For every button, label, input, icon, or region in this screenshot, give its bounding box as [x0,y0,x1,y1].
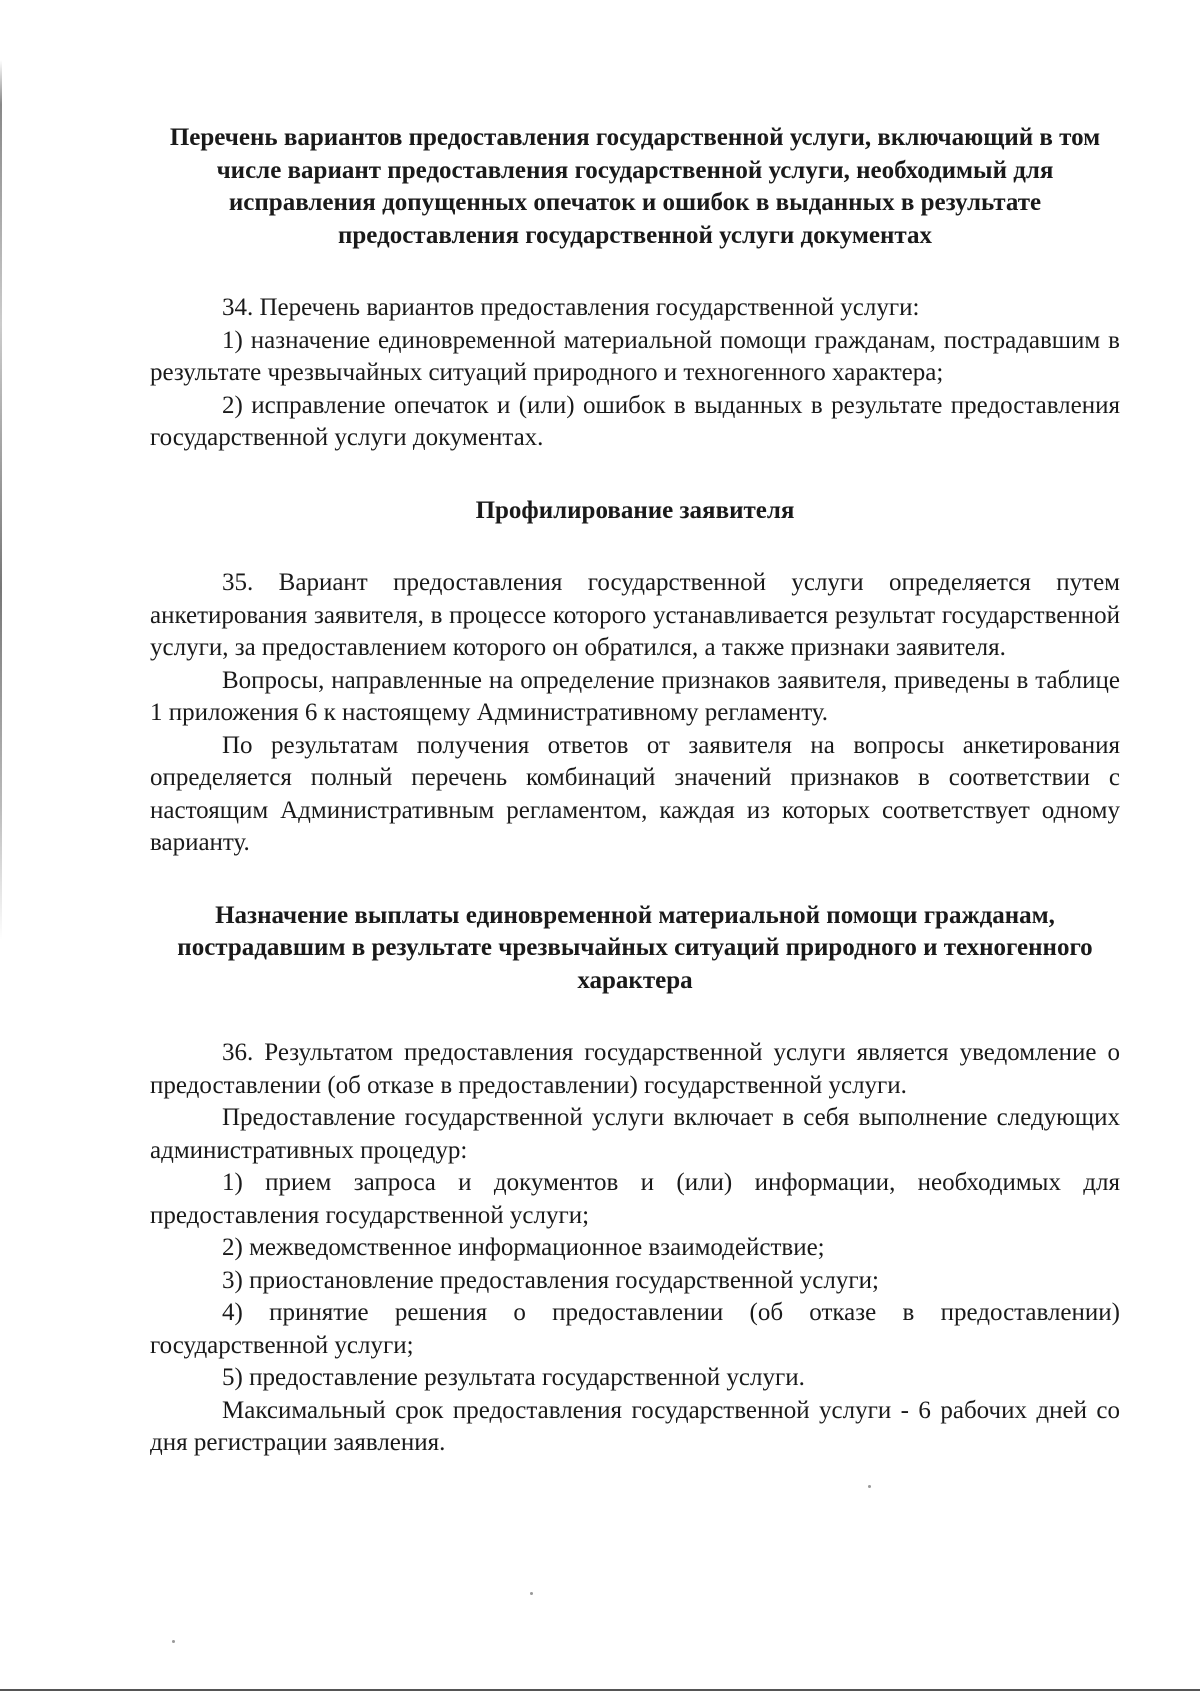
paragraph-34-item-2: 2) исправление опечаток и (или) ошибок в выданных в результате предоставления государственной услуги документах. [150,391,1120,451]
paragraph-34-item-1: 1) назначение единовременной материальной помощи гражданам, пострадавшим в результате чрезвычайных ситуаций природного и техногенного характера; [150,326,1120,386]
scan-edge-bottom [0,1689,1200,1691]
procedure-item-4: 4) принятие решения о предоставлении (об отказе в предоставлении) государственной услуги; [150,1299,1120,1359]
scan-edge-left [0,60,2,940]
scan-speck [868,1485,871,1488]
procedure-item-1: 1) прием запроса и документов и (или) информации, необходимых для предоставления государственной услуги; [150,1169,1120,1229]
paragraph-34: 34. Перечень вариантов предоставления государственной услуги: [222,294,920,321]
paragraph-36: 36. Результатом предоставления государственной услуги является уведомление о предоставлении (об отказе в предоставлении) государственной услуги. [150,1039,1120,1099]
procedure-item-5: 5) предоставление результата государственной услуги. [222,1364,805,1391]
document-body [150,122,1120,1460]
procedure-item-3: 3) приостановление предоставления государственной услуги; [222,1266,879,1294]
scan-speck [530,1592,533,1595]
heading-applicant-profiling: Профилирование заявителя [475,496,795,524]
paragraph-35-results: По результатам получения ответов от заявителя на вопросы анкетирования определяется полный перечень комбинаций значений признаков в соответствии с настоящим Административным регламентом, каждая из которых соответствует одному варианту. [150,731,1120,856]
paragraph-36-procedures-intro: Предоставление государственной услуги включает в себя выполнение следующих административных процедур: [150,1104,1120,1164]
heading-service-variants: Перечень вариантов предоставления государственной услуги, включающий в том числе вариант предоставления государственной услуги, необходимый для исправления допущенных опечаток и ошибок в выданных в результате предоставления государственной услуги документах [169,124,1101,249]
procedure-item-2: 2) межведомственное информационное взаимодействие; [222,1234,825,1261]
heading-payment-assignment: Назначение выплаты единовременной материальной помощи гражданам, пострадавшим в результате чрезвычайных ситуаций природного и техногенного характера [177,901,1093,994]
paragraph-35-questions: Вопросы, направленные на определение признаков заявителя, приведены в таблице 1 приложения 6 к настоящему Административному регламенту. [150,666,1120,726]
paragraph-36-deadline: Максимальный срок предоставления государственной услуги - 6 рабочих дней со дня регистрации заявления. [150,1396,1120,1456]
paragraph-35: 35. Вариант предоставления государственной услуги определяется путем анкетирования заявителя, в процессе которого устанавливается результат государственной услуги, за предоставлением которого он обратился, а также признаки заявителя. [150,569,1120,661]
scan-speck [172,1640,175,1643]
